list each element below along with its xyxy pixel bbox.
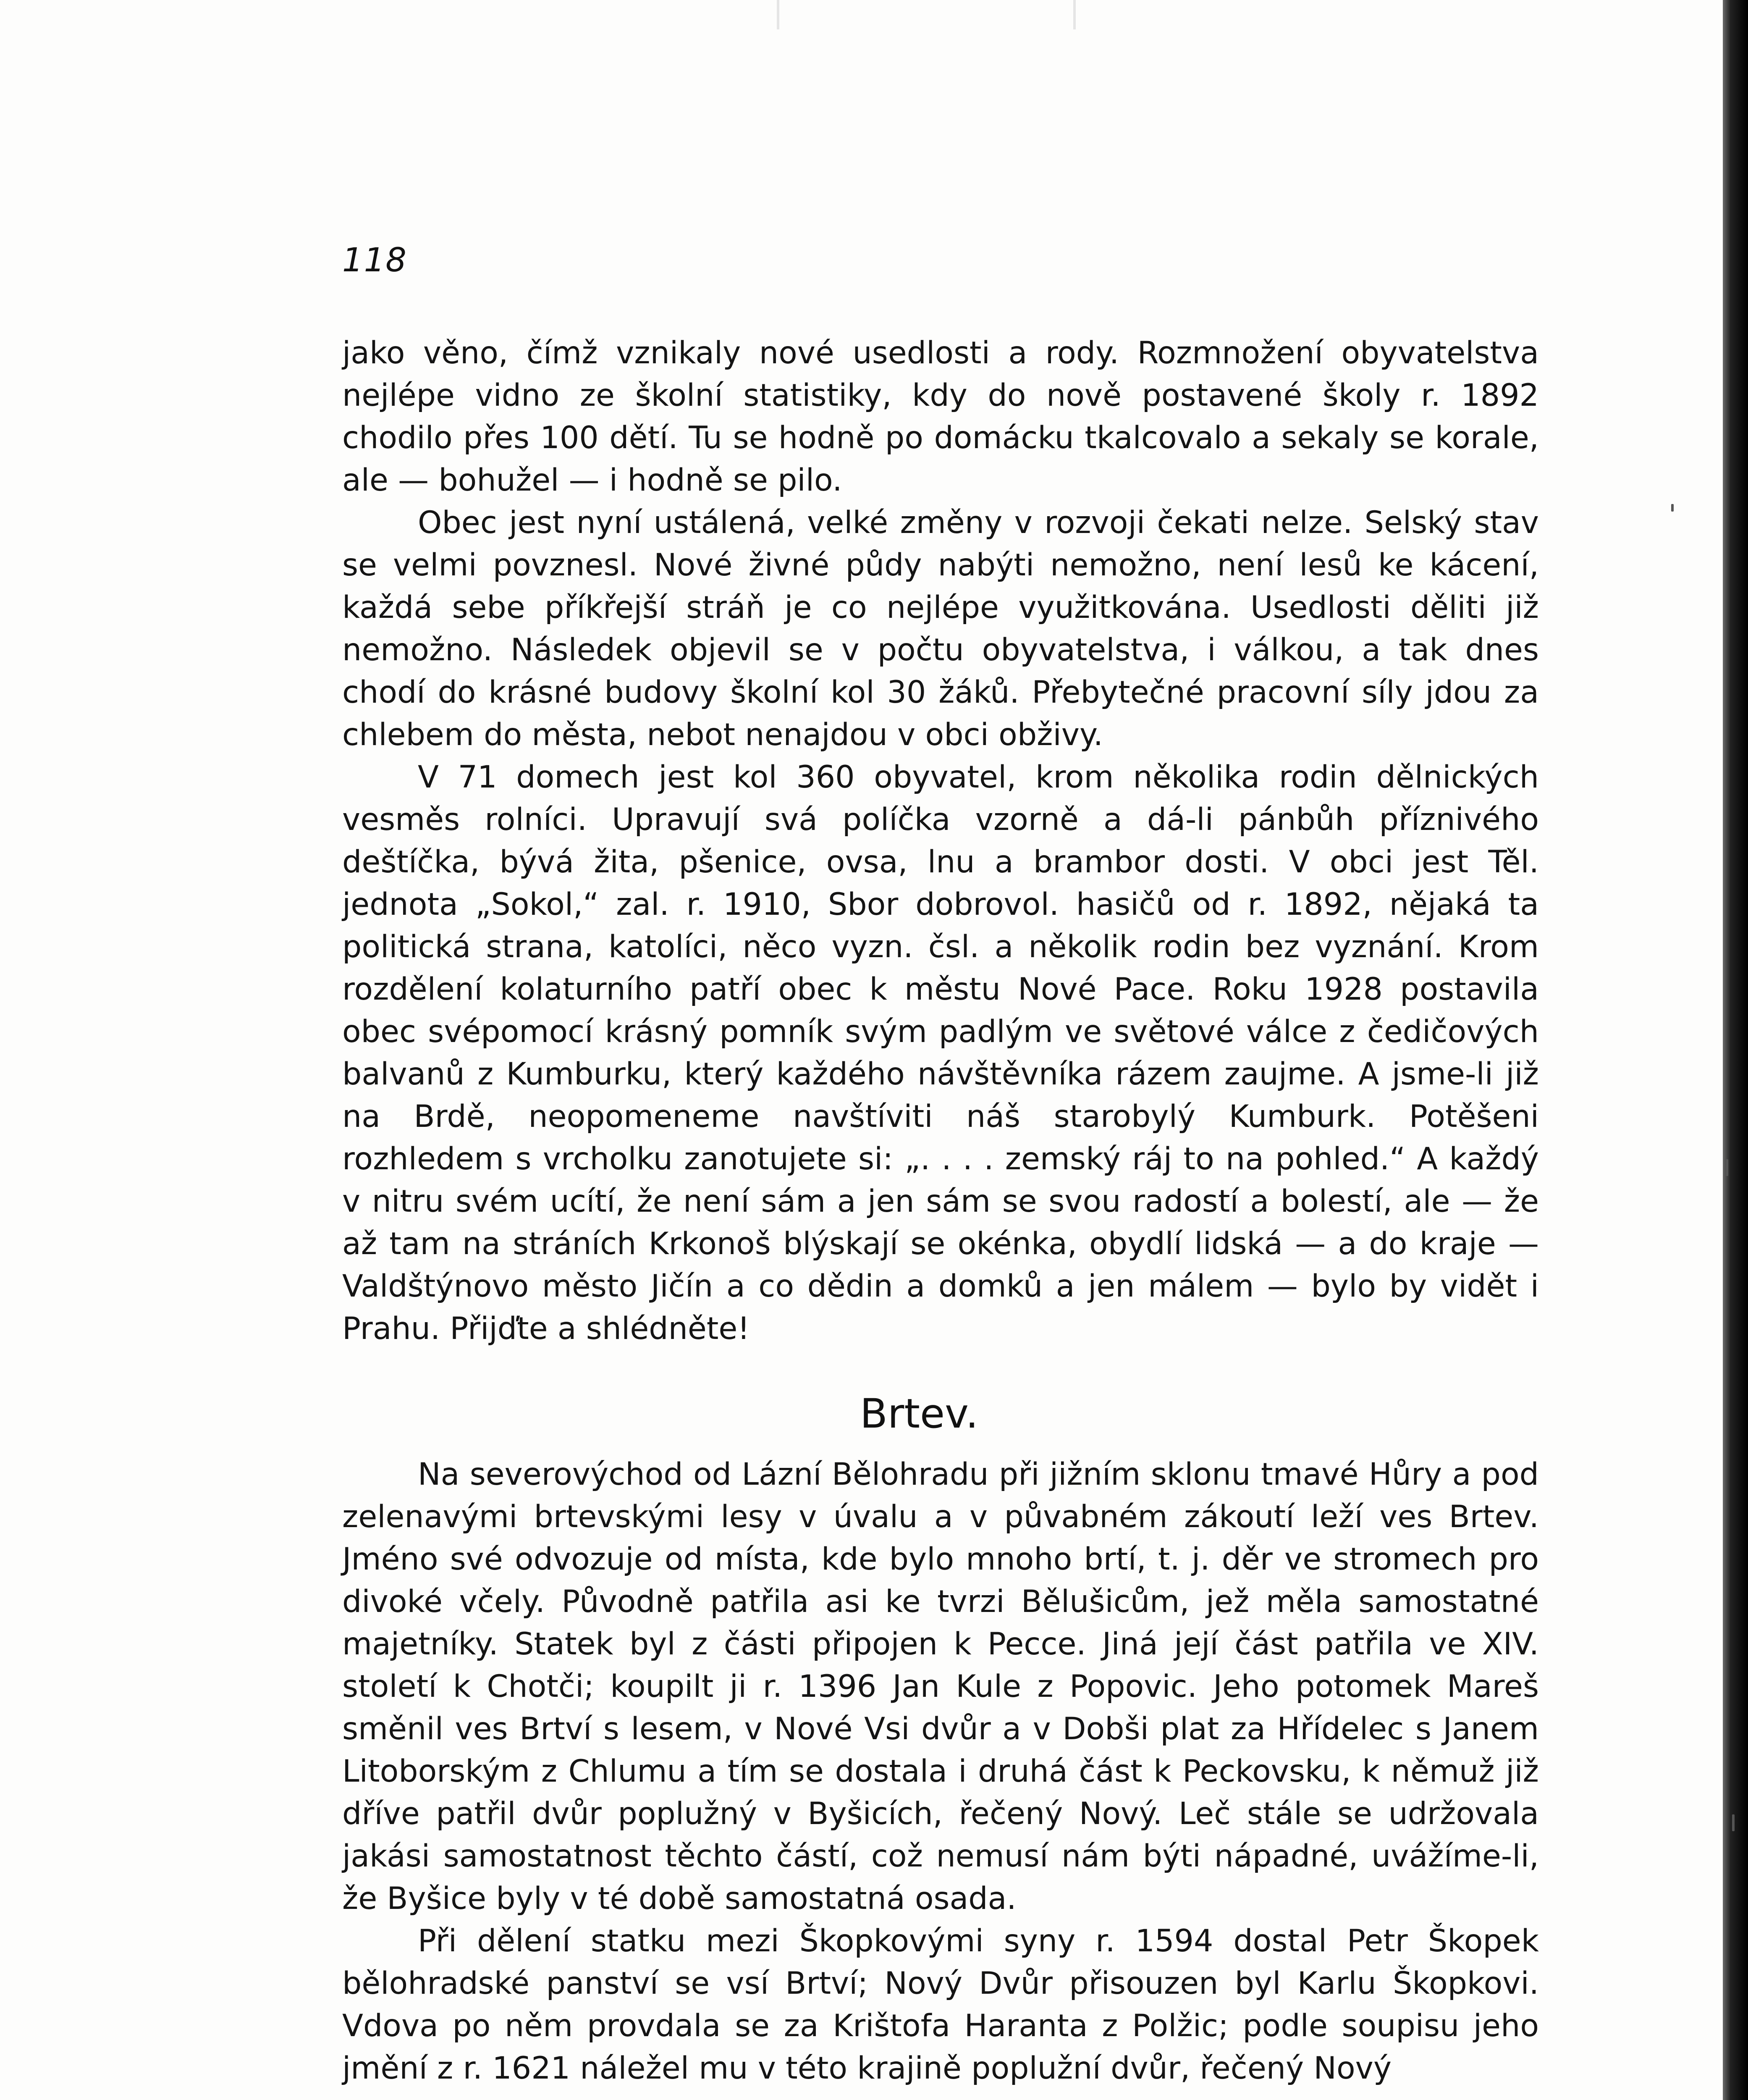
paragraph-4: Na severovýchod od Lázní Bělohradu při jižním sklonu tmavé Hůry a pod zelenavými brtevskými lesy v úvalu a v půvabném zákoutí leží ves Brtev. Jméno své odvozuje od místa, kde bylo mnoho brtí, t. j. děr ve stromech pro divoké včely. Původně patřila asi ke tvrzi Bělušicům, jež měla samostatné majetníky. Statek byl z části připojen k Pecce. Jiná její část patřila ve XIV. století k Chotči; koupilt ji r. 1396 Jan Kule z Popovic. Jeho potomek Mareš směnil ves Brtví s lesem, v Nové Vsi dvůr a v Dobši plat za Hřídelec s Janem Litoborským z Chlumu a tím se dostala i druhá část k Peckovsku, k němuž již dříve patřil dvůr poplužný v Byšicích, řečený Nový. Leč stále se udržovala jakási samostatnost těchto částí, což nemusí nám býti nápadné, uvážíme-li, že Byšice byly v té době samostatná osada. (342, 1457, 1539, 1916)
scan-edge-shadow (1723, 0, 1748, 2100)
paragraph-2: Obec jest nyní ustálená, velké změny v rozvoji čekati nelze. Selský stav se velmi povznesl. Nové živné půdy nabýti nemožno, není lesů ke kácení, každá sebe příkřejší stráň je co nejlépe využitkována. Usedlosti děliti již nemožno. Následek objevil se v počtu obyvatelstva, i válkou, a tak dnes chodí do krásné budovy školní kol 30 žáků. Přebytečné pracovní síly jdou za chlebem do města, nebot nenajdou v obci obživy. (342, 505, 1539, 753)
paragraph-1: jako věno, čímž vznikaly nové usedlosti a rody. Rozmnožení obyvatelstva nejlépe vidno ze školní statistiky, kdy do nově postavené školy r. 1892 chodilo přes 100 dětí. Tu se hodně po domácku tkalcovalo a sekaly se korale, ale — bohužel — i hodně se pilo. (342, 335, 1539, 498)
page-number: 118 (342, 242, 407, 279)
scan-speck (1671, 504, 1674, 512)
paragraph-5: Při dělení statku mezi Škopkovými syny r. 1594 dostal Petr Škopek bělohradské panství se vsí Brtví; Nový Dvůr přisouzen byl Karlu Škopkovi. Vdova po něm provdala se za Krištofa Haranta z Polžic; podle soupisu jeho jmění z r. 1621 náležel mu v této krajině poplužní dvůr, řečený Nový (342, 1923, 1539, 2086)
scan-speck (1732, 1814, 1735, 1831)
paragraph-3: V 71 domech jest kol 360 obyvatel, krom několika rodin dělnických vesměs rolníci. Upravují svá políčka vzorně a dá-li pánbůh příznivého deštíčka, bývá žita, pšenice, ovsa, lnu a brambor dosti. V obci jest Těl. jednota „Sokol,“ zal. r. 1910, Sbor dobrovol. hasičů od r. 1892, nějaká ta politická strana, katolíci, něco vyzn. čsl. a několik rodin bez vyznání. Krom rozdělení kolaturního patří obec k městu Nové Pace. Roku 1928 postavila obec svépomocí krásný pomník svým padlým ve světové válce z čedičových balvanů z Kumburku, který každého návštěvníka rázem zaujme. A jsme-li již na Brdě, neopomeneme navštíviti náš starobylý Kumburk. Potěšeni rozhledem s vrcholku zanotujete si: „. . . . zemský ráj to na pohled.“ A každý v nitru svém ucítí, že není sám a jen sám se svou radostí a bolestí, ale — že až tam na stráních Krkonoš blýskají se okénka, obydlí lidská — a do kraje — Valdštýnovo město Jičín a co dědin a domků a jen málem — bylo by vidět i Prahu. Přijďte a shlédněte! (342, 759, 1539, 1347)
section-2-text (342, 1453, 1539, 2090)
section-1-text (342, 332, 1539, 1350)
scan-artifact-top (777, 0, 1076, 29)
scan-speck (1726, 1159, 1728, 1176)
section-heading: Brtev. (860, 1390, 978, 1437)
